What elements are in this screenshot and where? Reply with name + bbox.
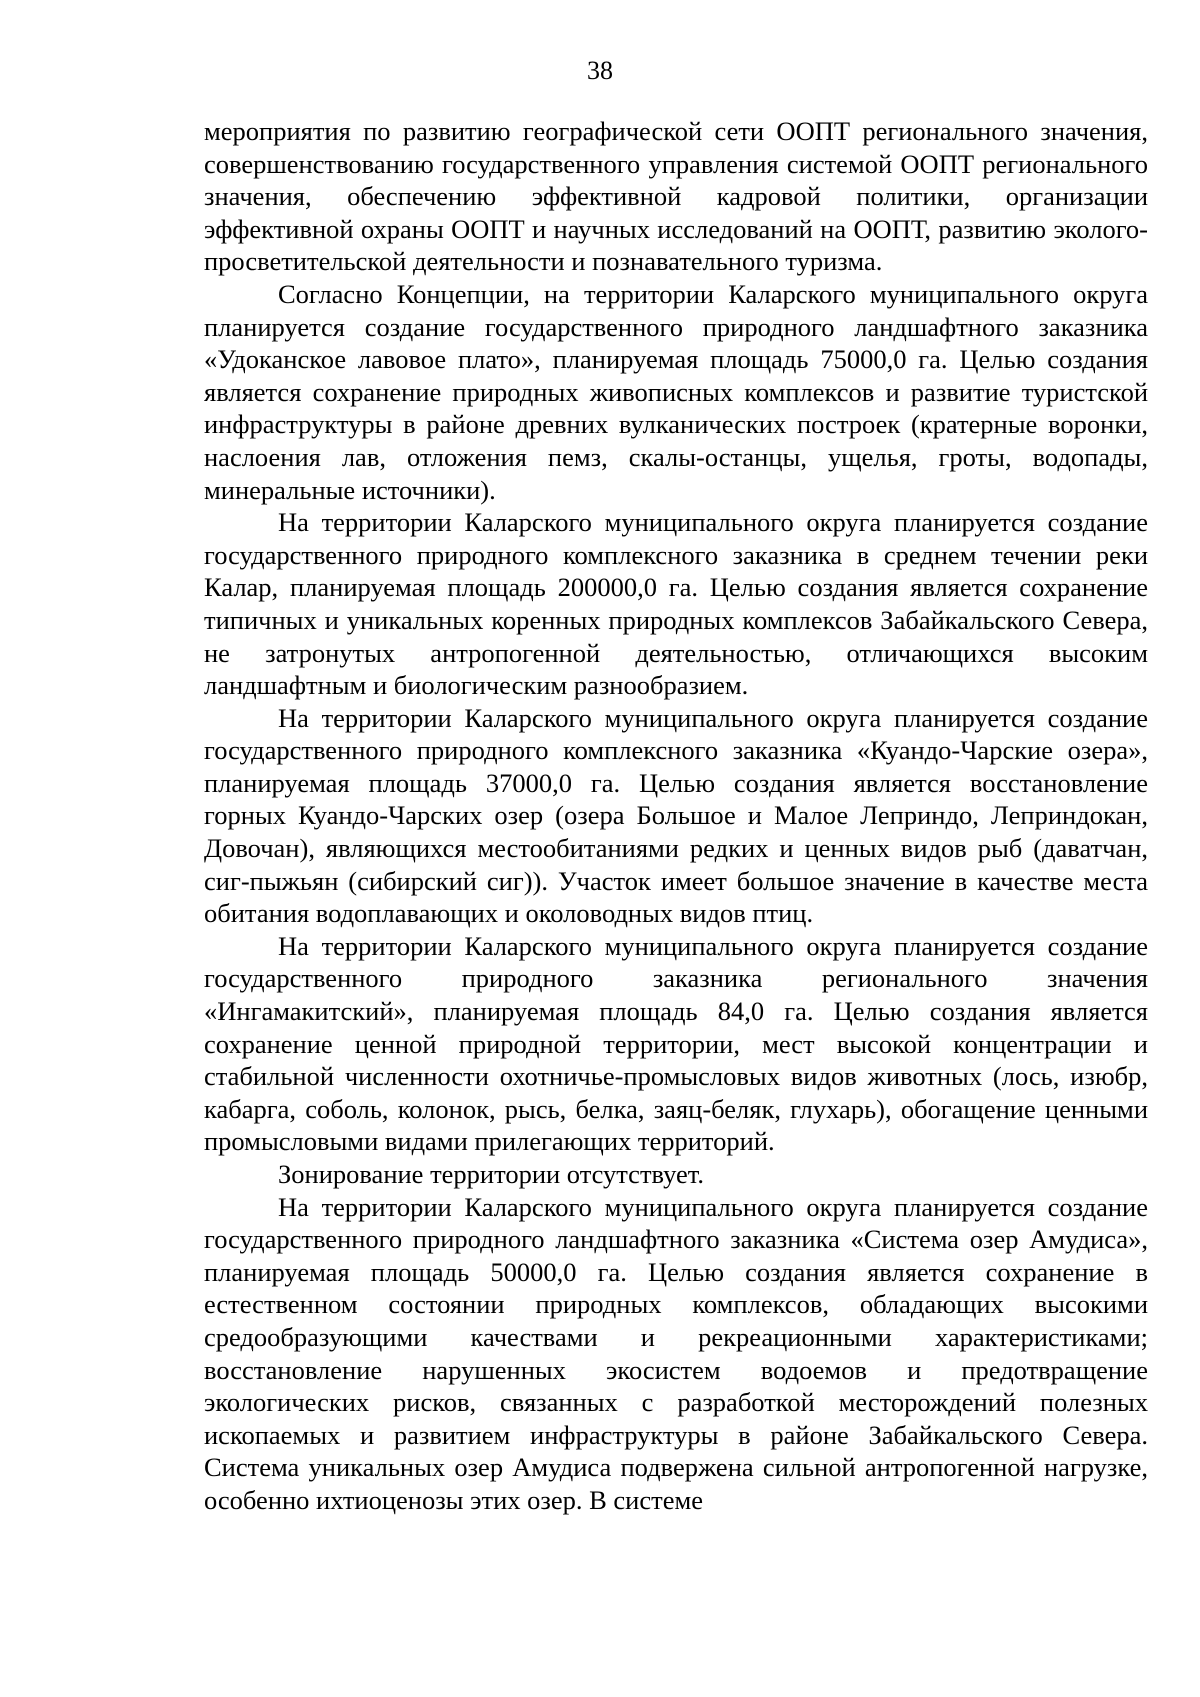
paragraph-kuando-chara-lakes: На территории Каларского муниципального округа планируется создание государственного природного комплексного заказника «Куандо-Чарские озера», планируемая площадь 37000,0 га. Целью создания является восстановление горных Куандо-Чарских озер (озера Большое и Малое Леприндо, Леприндокан, Довочан), являющихся местообитаниями редких и ценных видов рыб (даватчан, сиг-пыжьян (сибирский сиг)). Участок имеет большое значение в качестве места обитания водоплавающих и околоводных видов птиц.: [204, 702, 1148, 929]
paragraph-ingamakitsky: На территории Каларского муниципального округа планируется создание государственного природного заказника регионального значения «Ингамакитский», планируемая площадь 84,0 га. Целью создания является сохранение ценной природной территории, мест высокой концентрации и стабильной численности охотничье-промысловых видов животных (лось, изюбр, кабарга, соболь, колонок, рысь, белка, заяц-беляк, глухарь), обогащение ценными промысловыми видами прилегающих территорий.: [204, 930, 1148, 1157]
paragraph-continuation: мероприятия по развитию географической сети ООПТ регионального значения, совершенствованию государственного управления системой ООПТ регионального значения, обеспечению эффективной кадровой политики, организации эффективной охраны ООПТ и научных исследований на ООПТ, развитию эколого-просветительской деятельности и познавательного туризма.: [204, 116, 1148, 277]
paragraph-zoning: Зонирование территории отсутствует.: [278, 1159, 705, 1189]
paragraph-kalar-river: На территории Каларского муниципального округа планируется создание государственного природного комплексного заказника в среднем течении реки Калар, планируемая площадь 200000,0 га. Целью создания является сохранение типичных и уникальных коренных природных комплексов Забайкальского Севера, не затронутых антропогенной деятельностью, отличающихся высоким ландшафтным и биологическим разнообразием.: [204, 507, 1148, 701]
paragraph-amudisa-lakes: На территории Каларского муниципального округа планируется создание государственного природного ландшафтного заказника «Система озер Амудиса», планируемая площадь 50000,0 га. Целью создания является сохранение в естественном состоянии природных комплексов, обладающих высокими средообразующими качествами и рекреационными характеристиками; восстановление нарушенных экосистем водоемов и предотвращение экологических рисков, связанных с разработкой месторождений полезных ископаемых и развитием инфраструктуры в районе Забайкальского Севера. Система уникальных озер Амудиса подвержена сильной антропогенной нагрузке, особенно ихтиоценозы этих озер. В системе: [204, 1191, 1148, 1515]
page-number: 38: [587, 56, 613, 85]
document-body: [204, 115, 1148, 1517]
paragraph-udokan-plateau: Согласно Концепции, на территории Каларского муниципального округа планируется создание государственного природного ландшафтного заказника «Удоканское лавовое плато», планируемая площадь 75000,0 га. Целью создания является сохранение природных живописных комплексов и развитие туристской инфраструктуры в районе древних вулканических построек (кратерные воронки, наслоения лав, отложения пемз, скалы-останцы, ущелья, гроты, водопады, минеральные источники).: [204, 278, 1148, 505]
